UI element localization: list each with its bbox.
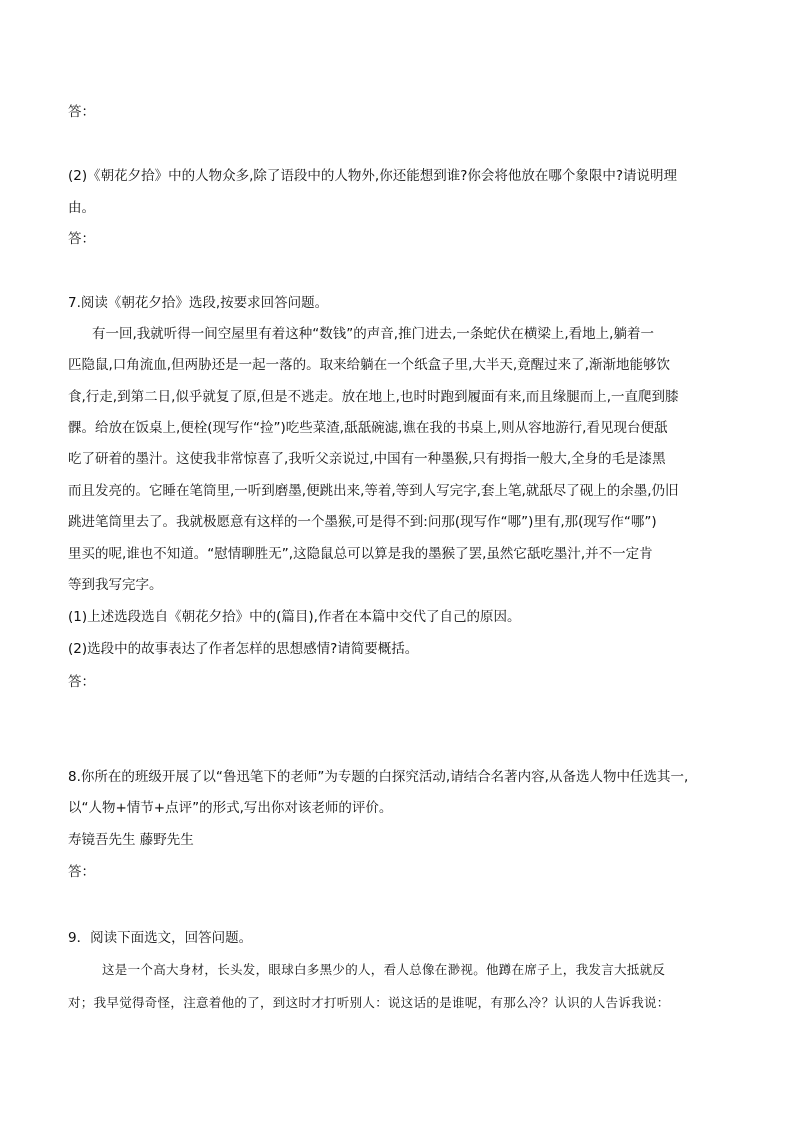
answer-label-4: 答： <box>68 864 95 880</box>
question-8-text-cont: 以“人物+情节+点评”的形式,写出你对该老师的评价。 <box>68 800 393 816</box>
question-7-title: 7.阅读《朝花夕拾》选段,按要求回答问题。 <box>68 295 329 311</box>
question-8-text: 8.你所在的班级开展了以“鲁迅笔下的老师”为专题的白探究活动,请结合名著内容,从备选人物中任选其一, <box>68 769 689 785</box>
question-6-2-text: (2)《朝花夕拾》中的人物众多,除了语段中的人物外,你还能想到谁?你会将他放在哪个象限中?请说明理 <box>68 168 678 184</box>
passage-7-line-2: 匹隐鼠,口角流血,但两胁还是一起一落的。取来给躺在一个纸盒子里,大半天,竟醒过来了,渐渐地能够饮 <box>68 357 670 373</box>
question-7-1-text: (1)上述选段选自《朝花夕拾》中的(篇目),作者在本篇中交代了自己的原因。 <box>68 609 521 625</box>
question-6-2-text-cont: 由。 <box>68 200 95 216</box>
passage-7-line-1: 有一回,我就听得一间空屋里有着这种“数钱”的声音,推门进去,一条蛇伏在横梁上,看地上,躺着一 <box>92 326 654 342</box>
passage-7-line-6: 而且发亮的。它睡在笔筒里,一听到磨墨,便跳出来,等着,等到人写完字,套上笔,就舐尽了砚上的余墨,仍旧 <box>68 483 679 499</box>
passage-7-line-9: 等到我写完字。 <box>68 577 163 593</box>
answer-label-2: 答： <box>68 231 95 247</box>
passage-7-line-5: 吃了研着的墨汁。这使我非常惊喜了,我听父亲说过,中国有一种墨猴,只有拇指一般大,全身的毛是漆黑 <box>68 451 666 467</box>
passage-7-line-4: 髁。给放在饭桌上,便栓(现写作“捡”)吃些菜渣,舐舐碗滤,谯在我的书桌上,则从容地游行,看见现台便舐 <box>68 420 668 436</box>
candidate-teachers: 寿镜吾先生 藤野先生 <box>68 832 194 848</box>
answer-label-3: 答： <box>68 674 95 690</box>
question-9-title: 9．阅读下面选文，回答问题。 <box>68 930 253 946</box>
passage-9-line-1: 这是一个高大身材，长头发，眼球白多黑少的人，看人总像在渺视。他蹲在席子上，我发言大抵就反 <box>102 962 666 977</box>
passage-9-line-2: 对；我早觉得奇怪，注意着他的了，到这时才打听别人：说这话的是谁呢，有那么冷？认识的人告诉我说： <box>68 995 670 1010</box>
question-7-2-text: (2)选段中的故事表达了作者怎样的思想感情?请简要概括。 <box>68 641 419 657</box>
passage-7-line-7: 跳进笔筒里去了。我就极愿意有这样的一个墨猴,可是得不到:问那(现写作“哪”)里有,那(现写作“哪”) <box>68 514 657 530</box>
answer-label-1: 答： <box>68 104 95 120</box>
passage-7-line-8: 里买的呢,谁也不知道。“慰情聊胜无”,这隐鼠总可以算是我的墨猴了罢,虽然它舐吃墨汁,并不一定肯 <box>68 546 653 562</box>
passage-7-line-3: 食,行走,到第二日,似乎就复了原,但是不逃走。放在地上,也时时跑到履面有来,而且缘腿而上,一直爬到膝 <box>68 389 679 405</box>
